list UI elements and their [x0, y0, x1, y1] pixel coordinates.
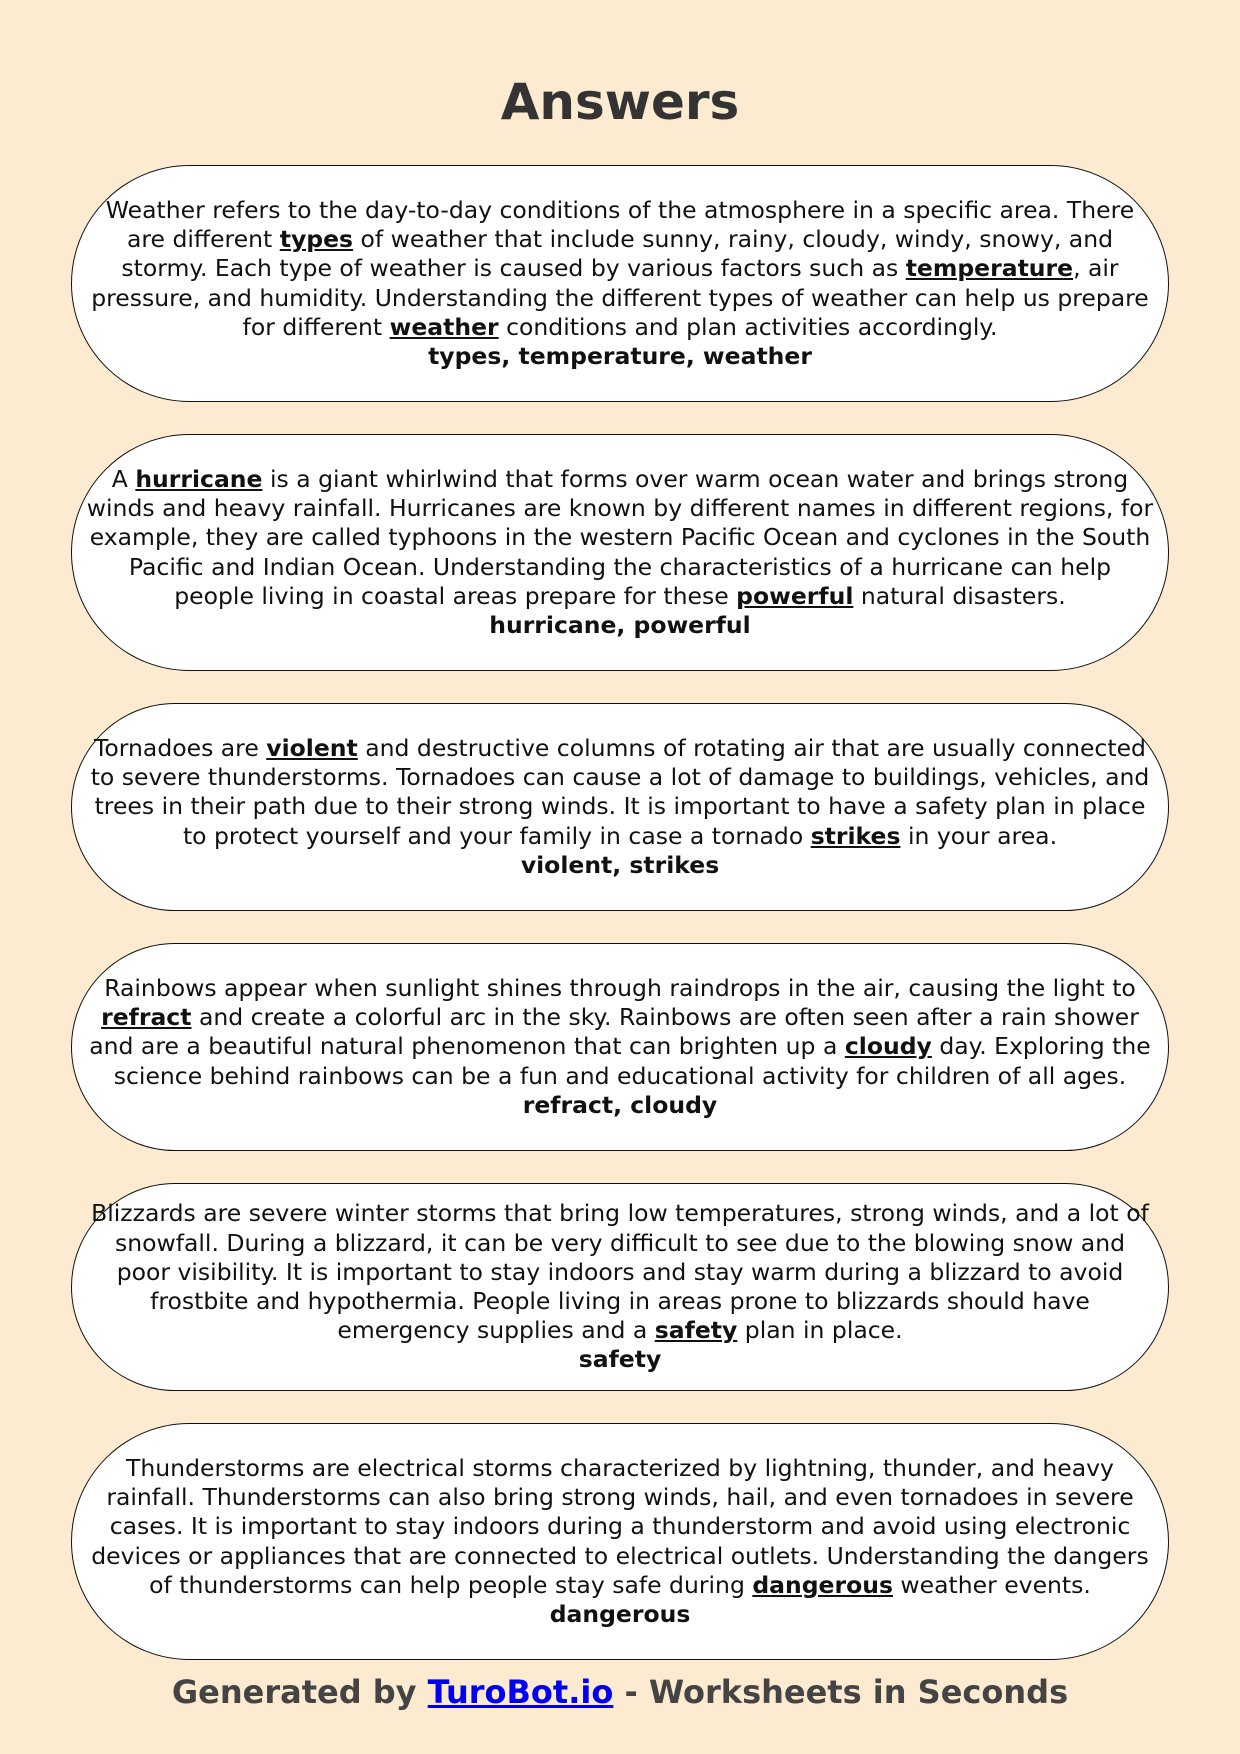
answer-key: safety — [578, 1345, 662, 1374]
paragraph-text: in your area. — [900, 821, 1058, 850]
answer-card-4 — [71, 943, 1169, 1151]
keyword: safety — [654, 1316, 738, 1345]
paragraph-text: , air pressure, and humidity. Understanding the different types of weather can help us prepare for different — [91, 254, 1149, 341]
page-title: Answers — [500, 73, 740, 131]
card-paragraph — [86, 974, 1154, 1091]
paragraph-text: is a giant whirlwind that forms over warm ocean water and brings strong winds and heavy rainfall. Hurricanes are known by different names in different regions, for example, they are called typhoons in the western Pacific Ocean and cyclones in the South Pacific and Indian Ocean. Understanding the characteristics of a hurricane can help people living in coastal areas prepare for these — [86, 464, 1154, 610]
paragraph-text: Rainbows appear when sunlight shines through raindrops in the air, causing the light to — [104, 973, 1136, 1002]
footer-prefix: Generated by — [171, 1673, 428, 1711]
paragraph-text: and destructive columns of rotating air that are usually connected to severe thunderstorms. Tornadoes can cause a lot of damage to buildings, vehicles, and trees in their path due to their strong winds. It is important to have a safety plan in place to protect yourself and your family in case a tornado — [90, 733, 1150, 850]
card-paragraph — [86, 1199, 1154, 1345]
card-paragraph — [86, 465, 1154, 611]
keyword: cloudy — [844, 1032, 932, 1061]
paragraph-text: Tornadoes are — [94, 733, 267, 762]
keyword: dangerous — [752, 1570, 893, 1599]
answer-card-5 — [71, 1183, 1169, 1391]
keyword: strikes — [810, 821, 901, 850]
keyword: violent — [266, 733, 358, 762]
keyword: powerful — [736, 581, 854, 610]
paragraph-text: Blizzards are severe winter storms that bring low temperatures, strong winds, and a lot of snowfall. During a blizzard, it can be very difficult to see due to the blowing snow and poor visibility. It is important to stay indoors and stay warm during a blizzard to avoid frostbite and hypothermia. People living in areas prone to blizzards should have emergency supplies and a — [91, 1199, 1149, 1345]
turobot-link[interactable]: TuroBot.io — [427, 1673, 614, 1711]
answer-key: types, temperature, weather — [428, 341, 812, 370]
footer-suffix: - Worksheets in Seconds — [613, 1673, 1069, 1711]
answer-card-2 — [71, 434, 1169, 671]
keyword: types — [279, 225, 354, 254]
paragraph-text: natural disasters. — [853, 581, 1066, 610]
keyword: refract — [101, 1003, 192, 1032]
paragraph-text: weather events. — [892, 1570, 1091, 1599]
keyword: temperature — [905, 254, 1074, 283]
answer-card-6 — [71, 1423, 1169, 1660]
card-paragraph — [86, 1454, 1154, 1600]
answer-key: dangerous — [549, 1599, 691, 1628]
answer-key: hurricane, powerful — [489, 610, 751, 639]
answer-card-3 — [71, 703, 1169, 911]
paragraph-text: day. Exploring the science behind rainbows can be a fun and educational activity for children of all ages. — [113, 1032, 1151, 1090]
paragraph-text: A — [111, 464, 136, 493]
paragraph-text: of weather that include sunny, rainy, cloudy, windy, snowy, and stormy. Each type of weather is caused by various factors such as — [121, 225, 1114, 283]
paragraph-text: Weather refers to the day-to-day conditions of the atmosphere in a specific area. There are different — [105, 195, 1135, 254]
answer-key: violent, strikes — [520, 850, 720, 879]
keyword: hurricane — [135, 464, 263, 493]
paragraph-text: and create a colorful arc in the sky. Rainbows are often seen after a rain shower and are a beautiful natural phenomenon that can brighten up a — [89, 1003, 1139, 1061]
paragraph-text: Thunderstorms are electrical storms characterized by lightning, thunder, and heavy rainfall. Thunderstorms can also bring strong winds, hail, and even tornadoes in severe cases. It is important to stay indoors during a thunderstorm and avoid using electronic devices or appliances that are connected to electrical outlets. Understanding the dangers of thunderstorms can help people stay safe during — [91, 1453, 1149, 1599]
keyword: weather — [389, 312, 499, 341]
paragraph-text: conditions and plan activities accordingly. — [498, 312, 998, 341]
paragraph-text: plan in place. — [737, 1316, 903, 1345]
card-paragraph — [86, 196, 1154, 342]
answer-key: refract, cloudy — [522, 1090, 718, 1119]
card-paragraph — [86, 734, 1154, 851]
footer — [0, 1670, 1240, 1714]
answer-card-1 — [71, 165, 1169, 402]
